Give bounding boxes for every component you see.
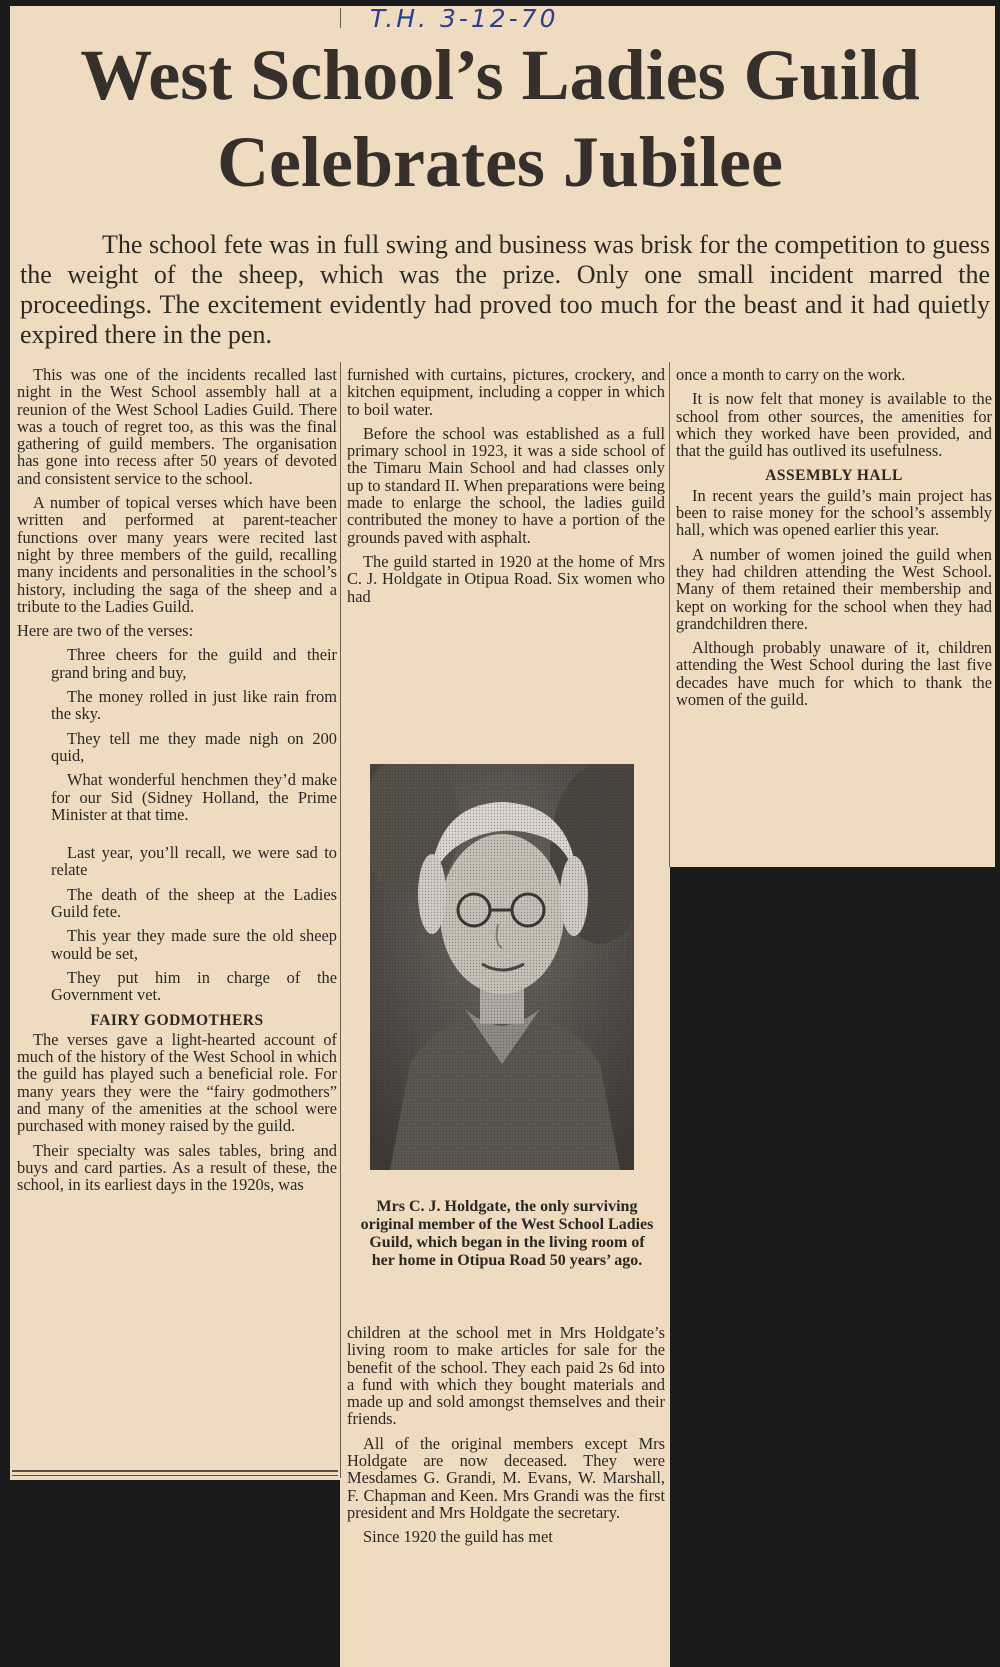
photo-caption: Mrs C. J. Holdgate, the only surviving original member of the West School Ladies Guild, which began in the living room of her home in Otipua Road 50 years’ ago. xyxy=(360,1198,654,1269)
paragraph: Their specialty was sales tables, bring and buys and card parties. As a result of these, the school, in its earliest days in the 1920s, was xyxy=(17,1140,337,1195)
lead-paragraph: The school fete was in full swing and business was brisk for the competition to guess the weight of the sheep, which was the prize. Only one small incident marred the proceedings. The excitement evidently had proved too much for the beast and it had quietly expired there in the pen. xyxy=(20,230,990,349)
subheading: FAIRY GODMOTHERS xyxy=(90,1011,264,1029)
paragraph: children at the school met in Mrs Holdgate’s living room to make articles for sale for the benefit of the school. They each paid 2s 6d into a fund with which they bought materials and made up and sold amongst themselves and their friends. xyxy=(347,1323,665,1429)
verse-line: They put him in charge of the Government vet. xyxy=(51,967,337,1005)
paragraph: The verses gave a light-hearted account of much of the history of the West School in which the guild has played such a beneficial role. For many years they were the “fairy godmothers” and many of the amenities at the school were purchased with money raised by the guild. xyxy=(17,1029,337,1136)
paragraph: Although probably unaware of it, children attending the West School during the last five decades have much for which to thank the women of the guild. xyxy=(676,638,992,710)
verse-line: The death of the sheep at the Ladies Guild fete. xyxy=(51,884,337,922)
column-end-rule xyxy=(12,1470,338,1472)
paragraph: A number of women joined the guild when they had children attending the West School. Many of them retained their membership and kept on working for the school when they had grandchildren there. xyxy=(676,544,992,633)
paragraph: A number of topical verses which have been written and performed at parent-teacher functions over many years were recited last night by three members of the guild, recalling many incidents and personalities in the school’s history, including the saga of the sheep and a tribute to the Ladies Guild. xyxy=(17,493,337,616)
verse-line: Three cheers for the guild and their grand bring and buy, xyxy=(51,645,337,682)
verse-line: They tell me they made nigh on 200 quid, xyxy=(51,728,337,765)
headline-line-1: West School’s Ladies Guild xyxy=(80,35,920,115)
verse-line: What wonderful henchmen they’d make for our Sid (Sidney Holland, the Prime Minister at that time. xyxy=(51,770,337,824)
column-rule-1 xyxy=(340,362,341,1478)
handwritten-date-note: T.H. 3-12-70 xyxy=(370,4,559,33)
fold-line xyxy=(340,8,341,28)
headline-line-2: Celebrates Jubilee xyxy=(217,122,783,202)
paragraph: Before the school was established as a full primary school in 1923, it was a side school of the Timaru Main School and had classes only up to standard II. When preparations were being made to enlarge the school, the ladies guild contributed the money to have a portion of the grounds paved with asphalt. xyxy=(347,423,665,547)
article-column-1 xyxy=(17,366,337,1200)
verse-line: Last year, you’ll recall, we were sad to relate xyxy=(51,843,337,880)
paragraph: The guild started in 1920 at the home of Mrs C. J. Holdgate in Otipua Road. Six women who had xyxy=(347,551,665,606)
paragraph: furnished with curtains, pictures, crockery, and kitchen equipment, including a copper in which to boil water. xyxy=(347,365,665,419)
subheading: ASSEMBLY HALL xyxy=(765,467,903,485)
paragraph: It is now felt that money is available to the school from other sources, the amenities for which they worked have been provided, and that the guild has outlived its usefulness. xyxy=(676,389,992,461)
verse-line: This year they made sure the old sheep would be set, xyxy=(51,926,337,963)
article-column-2-bottom xyxy=(347,1324,665,1553)
paragraph: Here are two of the verses: xyxy=(17,621,194,641)
article-column-3 xyxy=(676,366,992,715)
paragraph: All of the original members except Mrs Holdgate are now deceased. They were Mesdames G. Grandi, M. Evans, W. Marshall, F. Chapman and Keen. Mrs Grandi was the first president and Mrs Holdgate the secretary. xyxy=(347,1433,665,1522)
verse-line: The money rolled in just like rain from the sky. xyxy=(51,687,337,724)
column-rule-2 xyxy=(669,362,670,867)
column-end-rule-thin xyxy=(12,1475,338,1476)
article-column-2-top xyxy=(347,366,665,612)
paragraph: Since 1920 the guild has met xyxy=(363,1527,553,1547)
paragraph: In recent years the guild’s main project has been to raise money for the school’s assembly hall, which was opened earlier this year. xyxy=(676,485,992,540)
portrait-image-icon xyxy=(370,764,634,1170)
portrait-photo xyxy=(370,764,634,1170)
paragraph: once a month to carry on the work. xyxy=(676,365,906,384)
paragraph: This was one of the incidents recalled last night in the West School assembly hall at a reunion of the West School Ladies Guild. There was a touch of regret too, as this was the final gathering of guild members. The organisation has gone into recess after 50 years of devoted and consistent service to the school. xyxy=(17,365,337,488)
